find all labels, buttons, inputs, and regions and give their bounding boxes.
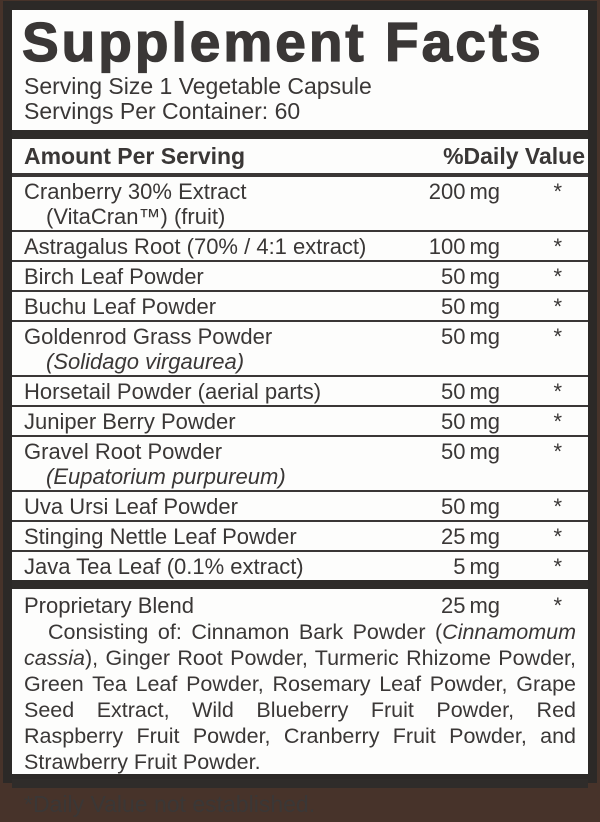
ingredient-latin-name: (Solidago virgaurea) bbox=[24, 349, 388, 374]
servings-per-container: Servings Per Container: 60 bbox=[24, 99, 576, 124]
label-title: Supplement Facts bbox=[12, 10, 588, 72]
ingredient-amount-unit: mg bbox=[469, 379, 500, 404]
ingredient-row-cranberry bbox=[12, 177, 588, 230]
ingredient-row-uva-ursi bbox=[12, 490, 588, 520]
ingredient-row-gravel-root bbox=[12, 435, 588, 490]
ingredient-amount-unit: mg bbox=[469, 554, 500, 579]
daily-value-header: %Daily Value bbox=[443, 143, 585, 170]
ingredient-name: Gravel Root Powder bbox=[24, 439, 222, 464]
ingredient-row-buchu bbox=[12, 290, 588, 320]
ingredient-amount-unit: mg bbox=[469, 294, 500, 319]
ingredient-dv-asterisk: * bbox=[500, 294, 588, 319]
ingredient-subname: (VitaCran™) (fruit) bbox=[24, 204, 388, 229]
ingredient-name: Uva Ursi Leaf Powder bbox=[24, 494, 238, 519]
ingredient-amount-value: 25 bbox=[441, 524, 465, 549]
ingredient-dv-asterisk: * bbox=[500, 234, 588, 259]
ingredient-dv-asterisk: * bbox=[500, 379, 588, 404]
ingredient-amount-unit: mg bbox=[469, 324, 500, 349]
ingredient-row-astragalus bbox=[12, 230, 588, 260]
ingredient-name: Horsetail Powder (aerial parts) bbox=[24, 379, 321, 404]
serving-info bbox=[12, 72, 588, 130]
ingredient-dv-asterisk: * bbox=[500, 324, 588, 349]
ingredient-amount-value: 200 bbox=[429, 179, 466, 204]
ingredient-latin-name: (Eupatorium purpureum) bbox=[24, 464, 388, 489]
ingredient-name: Cranberry 30% Extract bbox=[24, 179, 247, 204]
blend-name: Proprietary Blend bbox=[24, 593, 194, 618]
supplement-facts-label bbox=[3, 1, 597, 783]
ingredient-row-birch bbox=[12, 260, 588, 290]
ingredient-list bbox=[12, 177, 588, 580]
ingredient-row-juniper bbox=[12, 405, 588, 435]
thick-divider-top bbox=[12, 130, 588, 139]
daily-value-footnote: *Daily Value not established. bbox=[12, 788, 588, 822]
blend-amount-value: 25 bbox=[441, 593, 465, 618]
blend-description-lead: Consisting of: Cinnamon Bark Powder ( bbox=[48, 620, 442, 644]
ingredient-dv-asterisk: * bbox=[500, 554, 588, 579]
ingredient-name: Buchu Leaf Powder bbox=[24, 294, 216, 319]
ingredient-dv-asterisk: * bbox=[500, 524, 588, 549]
ingredient-name: Juniper Berry Powder bbox=[24, 409, 236, 434]
ingredient-dv-asterisk: * bbox=[500, 409, 588, 434]
serving-size: Serving Size 1 Vegetable Capsule bbox=[24, 74, 576, 99]
proprietary-blend-row bbox=[12, 591, 588, 619]
ingredient-row-java-tea bbox=[12, 550, 588, 580]
ingredient-name: Stinging Nettle Leaf Powder bbox=[24, 524, 297, 549]
ingredient-dv-asterisk: * bbox=[500, 264, 588, 289]
ingredient-amount-value: 50 bbox=[441, 409, 465, 434]
blend-amount-unit: mg bbox=[469, 593, 500, 618]
ingredient-amount-value: 50 bbox=[441, 439, 465, 464]
ingredient-dv-asterisk: * bbox=[500, 494, 588, 519]
ingredient-name: Goldenrod Grass Powder bbox=[24, 324, 272, 349]
ingredient-amount-value: 50 bbox=[441, 324, 465, 349]
ingredient-amount-unit: mg bbox=[469, 409, 500, 434]
ingredient-amount-unit: mg bbox=[469, 494, 500, 519]
ingredient-amount-unit: mg bbox=[469, 179, 500, 204]
ingredient-row-horsetail bbox=[12, 375, 588, 405]
ingredient-amount-unit: mg bbox=[469, 439, 500, 464]
ingredient-name: Java Tea Leaf (0.1% extract) bbox=[24, 554, 304, 579]
ingredient-row-goldenrod bbox=[12, 320, 588, 375]
ingredient-amount-unit: mg bbox=[469, 264, 500, 289]
ingredient-amount-unit: mg bbox=[469, 234, 500, 259]
ingredient-amount-value: 50 bbox=[441, 494, 465, 519]
amount-per-serving-header: Amount Per Serving bbox=[24, 143, 245, 170]
ingredient-amount-value: 50 bbox=[441, 294, 465, 319]
column-header-row bbox=[12, 139, 588, 177]
thick-divider-middle bbox=[12, 580, 588, 589]
ingredient-amount-value: 100 bbox=[429, 234, 466, 259]
blend-description bbox=[12, 619, 588, 779]
ingredient-dv-asterisk: * bbox=[500, 439, 588, 464]
ingredient-row-stinging-nettle bbox=[12, 520, 588, 550]
ingredient-amount-value: 50 bbox=[441, 264, 465, 289]
ingredient-name: Birch Leaf Powder bbox=[24, 264, 204, 289]
ingredient-amount-value: 5 bbox=[453, 554, 465, 579]
proprietary-blend-section bbox=[12, 589, 588, 779]
blend-dv-asterisk: * bbox=[500, 593, 588, 618]
ingredient-amount-unit: mg bbox=[469, 524, 500, 549]
ingredient-name: Astragalus Root (70% / 4:1 extract) bbox=[24, 234, 366, 259]
ingredient-dv-asterisk: * bbox=[500, 179, 588, 204]
blend-description-rest: ), Ginger Root Powder, Turmeric Rhizome Powder, Green Tea Leaf Powder, Rosemary Leaf Powder, Grape Seed Extract, Wild Blueberry Fruit Powder, Red Raspberry Fruit Powder, Cranberry Fruit Powder, and Strawberry Fruit Powder. bbox=[24, 646, 576, 774]
blend-latin-name: Cinnamomum cassia bbox=[24, 620, 576, 670]
ingredient-amount-value: 50 bbox=[441, 379, 465, 404]
